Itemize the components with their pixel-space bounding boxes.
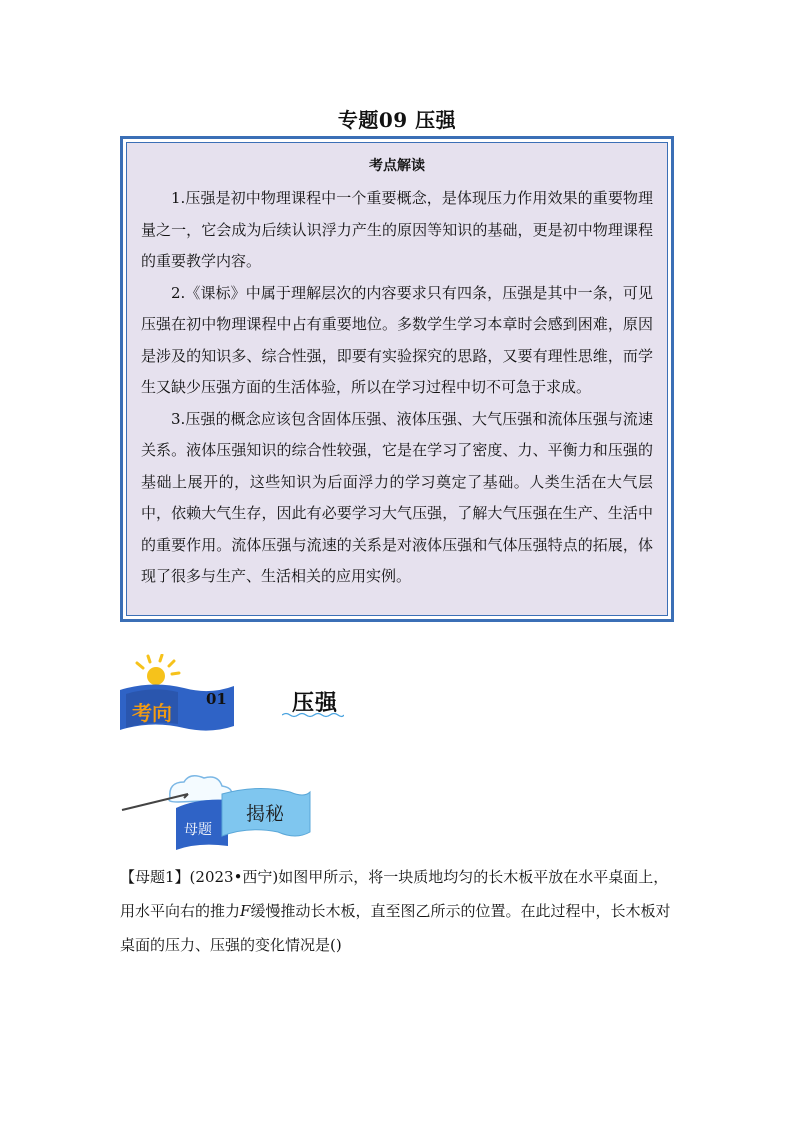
kaodian-paragraph-1: 1.压强是初中物理课程中一个重要概念，是体现压力作用效果的重要物理量之一，它会成为后续认识浮力产生的原因等知识的基础，更是初中物理课程的重要教学内容。: [141, 189, 653, 270]
question-text-part-2: 缓慢推动长木板，直至图乙所示的位置。在此过程中，长木板对桌面的压力、压强的变化情况是(): [120, 902, 671, 954]
question-source: (2023•西宁): [189, 868, 279, 886]
question-label: 【母题1】: [120, 868, 190, 886]
mother-banner-right: 揭秘: [246, 803, 285, 825]
mother-question-banner: [118, 770, 318, 850]
question-text-part-1: 如图甲所示，将一块质地均匀的长木板平放在水平桌面上，用水平向右的推力: [120, 868, 669, 920]
section-title-underline: [282, 712, 344, 718]
page-title: 专题09 压强: [337, 108, 457, 132]
force-symbol: F: [240, 902, 251, 920]
mother-banner-left: 母题: [184, 822, 212, 838]
kaodian-paragraph-2: 2.《课标》中属于理解层次的内容要求只有四条，压强是其中一条，可见压强在初中物理课程中占有重要地位。多数学生学习本章时会感到困难，原因是涉及的知识多、综合性强，即要有实验探究的思路，又要有理性思维，而学生又缺少压强方面的生活体验，所以在学习过程中切不可急于求成。: [141, 283, 653, 396]
section-banner: [112, 654, 412, 744]
sun-icon: [137, 655, 179, 685]
section-title: 压强: [292, 691, 339, 716]
kaodian-box-inner: [126, 142, 668, 616]
mother-question-1: [120, 860, 680, 962]
kaodian-paragraph-3: 3.压强的概念应该包含固体压强、液体压强、大气压强和流体压强与流速关系。液体压强知识的综合性较强，它是在学习了密度、力、平衡力和压强的基础上展开的，这些知识为后面浮力的学习奠定了基础。人类生活在大气层中，依赖大气生存，因此有必要学习大气压强，了解大气压强在生产、生活中的重要作用。流体压强与流速的关系是对液体压强和气体压强特点的拓展，体现了很多与生产、生活相关的应用实例。: [141, 409, 653, 585]
kaodian-heading: 考点解读: [369, 158, 425, 174]
section-number: 01: [206, 690, 227, 708]
section-badge: 考向: [132, 701, 172, 725]
kaodian-box: [120, 136, 674, 622]
